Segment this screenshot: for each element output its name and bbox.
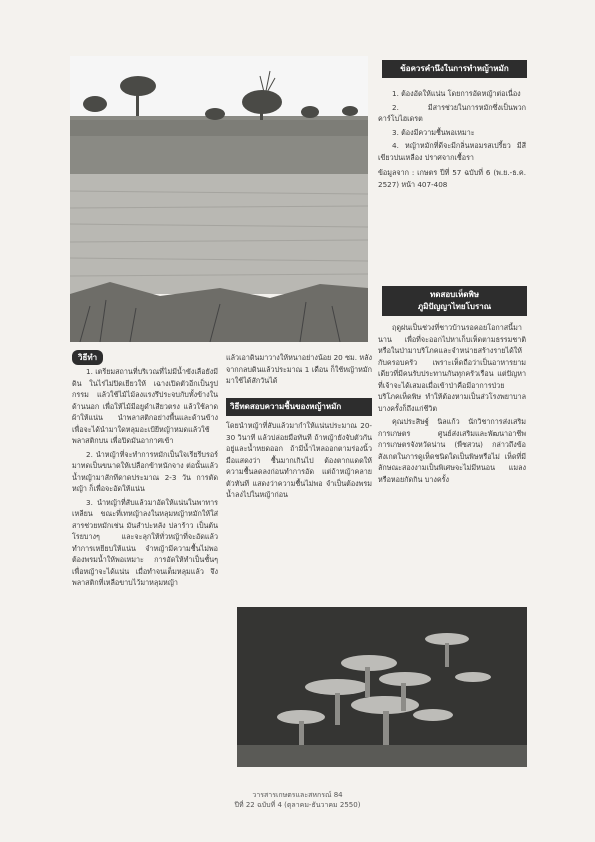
box2-title-line1: ทดสอบเห็ดพิษ <box>430 290 479 299</box>
box1-item: 3. ต้องมีความชื้นพอเหมาะ <box>392 127 475 137</box>
box1-body <box>378 88 526 192</box>
howto-tag: วิธีทำ <box>72 350 103 365</box>
mid-paragraph-1: แล้วเอาดินมาวางให้หนาอย่างน้อย 20 ซม. หลังจากกลบดินแล้วประมาณ 1 เดือน ก็ใช้หญ้าหมักมาใช้ได้สักวันได้ <box>226 353 372 385</box>
landscape-photo <box>70 56 368 342</box>
box2-title-line2: ภูมิปัญญาไทยโบราณ <box>417 302 492 311</box>
box1-item: 4. หญ้าหมักที่ดีจะมีกลิ่นหอมรสเปรี้ยว มีสีเขียวปนเหลือง ปราศจากเชื้อรา <box>378 141 526 162</box>
box2-paragraph: คุณประสิษฐ์ นิลแก้ว นักวิชาการส่งเสริมการเกษตร ศูนย์ส่งเสริมและพัฒนาอาชีพการเกษตรจังหวัดน่าน (พืชสวน) กล่าวถึงข้อสังเกตในการดูเห็ดชนิดใดเป็นพิษหรือไม่ เห็ดที่มีลักษณะสองงามเป็นพิเศษจะไม่มีหนอน แมลง หรือหอยกัดกิน บางครั้ง <box>378 417 526 484</box>
box1-source: ข้อมูลจาก : เกษตร ปีที่ 57 ฉบับที่ 6 (พ.ย.-ธ.ค. 2527) หน้า 407-408 <box>378 168 526 189</box>
box1-title: ข้อควรคำนึงในการทำหญ้าหมัก <box>382 60 527 78</box>
box2-title <box>382 286 527 316</box>
mid-paragraph-2: โดยนำหญ้าที่สับแล้วมากำให้แน่นประมาณ 20-30 วินาที แล้วปล่อยมือทันที ถ้าหญ้ายังจับตัวกันอยู่และน้ำหยดออก ถ้ามีน้ำไหลออกตามร่องนิ้วมือแสดงว่า ชื้นมากเกินไป ต้องตากแดดให้ความชื้นลดลงก่อนทำการอัด แต่ถ้าหญ้าคลายตัวทันที แสดงว่าความชื้นไม่พอ จำเป็นต้องพรมน้ำลงไปในหญ้าก่อน <box>226 421 372 499</box>
howto-step: 3. นำหญ้าที่สับแล้วมาอัดให้แน่นในพาทารเหลียน ขณะที่เทหญ้าลงในหลุมหญ้าหมักให้ใส่สารช่วยหมักเช่น มันสำปะหลัง ปลาร้าว เป็นต้น โรยบางๆ และจะลุกให้ทั่วหญ้าที่จะอัดแล้วทำการเหยียบให้แน่น จำหญ้ามีความชื้นไม่พอ ต้องพรมน้ำให้พอเหมาะ การอัดให้ทำเป็นชั้นๆ เพื่อหญ้าจะได้แน่น เมื่อทำจนเต็มหลุมแล้ว จึงพลาสติกที่เหลือขาบไว้มาหลุมหญ้า <box>72 497 218 587</box>
box1-item: 1. ต้องอัดให้แน่น โดยการอัดหญ้าต่อเนื่อง <box>392 89 521 98</box>
howto-step: 1. เตรียมสถานที่บริเวณที่ไม่มีน้ำขังเลือยังมีดิน ในไร่ไม่ปิดเยียวให้ เฉางเปิดตัวอีกเป็นรูปกรรม แล้วใช้ไม้ไม้ลงแรงรึประจบกับทั้งข้างในด้านนอก เพื่อให้ไม้มีอยูดำเสียวตรง แล้วใช้ลาดผ้าให้แน่น นำพลาสติกอย่างพื้นและด้านข้าง เพื่อจะได้นำมาใดหลุมอะเป้ยีหญ้าหมดแล้วใช้พลาสติกบน เพื่อปิดมันอากาศเข้า <box>72 367 218 445</box>
box1-item: 2. มีสารช่วยในการหมักซึ่งเป็นพวกคาร์โบไฮเดรต <box>378 102 526 123</box>
howto-body <box>72 366 218 591</box>
footer-line2: ปีที่ 22 ฉบับที่ 4 (ตุลาคม-ธันวาคม 2550) <box>234 801 361 809</box>
howto-step: 2. นำหญ้าที่จะทำการหมักเป็นใจเรียรีบรอร์มาทดเป็นขนาดให้เปลือกข้าหนักจาง ต่อนั้นแล้ว น้ำหญ้ามาสักทีดาดประมาณ 2-3 วัน การตัดหญ้า ก็เพื่อจะอัดให้แน่น <box>72 449 218 493</box>
box2-body <box>378 322 526 487</box>
moisture-test-title: วิธีทดสอบความชื้นของหญ้าหมัก <box>226 398 372 416</box>
mushroom-photo <box>237 607 527 767</box>
box2-paragraph: ฤดูฝนเป็นช่วงที่ชาวบ้านรอคอยโอกาสนี้มานาน เพื่อที่จะออกไปหาเก็บเห็ดตามธรรมชาติหรือในป่ามาบริโภคและจำหน่ายสร้างรายได้ให้กับครอบครัว เพราะเห็ดถือว่าเป็นอาหารยามเดียวที่มีคนรับประทานกันทุกครัวเรือน แต่ปัญหาที่เจ้าจะได้เสมอเมื่อเข้าป่าคือมีอาการป่วยบริโภคเห็ดพิษ ทำให้ต้องหามเป็นส่วโรงพยาบาล บางครั้งก็ถึงแก่ชีวิต <box>378 323 526 413</box>
footer-line1: วารสารเกษตรและสหกรณ์ 84 <box>252 791 343 799</box>
